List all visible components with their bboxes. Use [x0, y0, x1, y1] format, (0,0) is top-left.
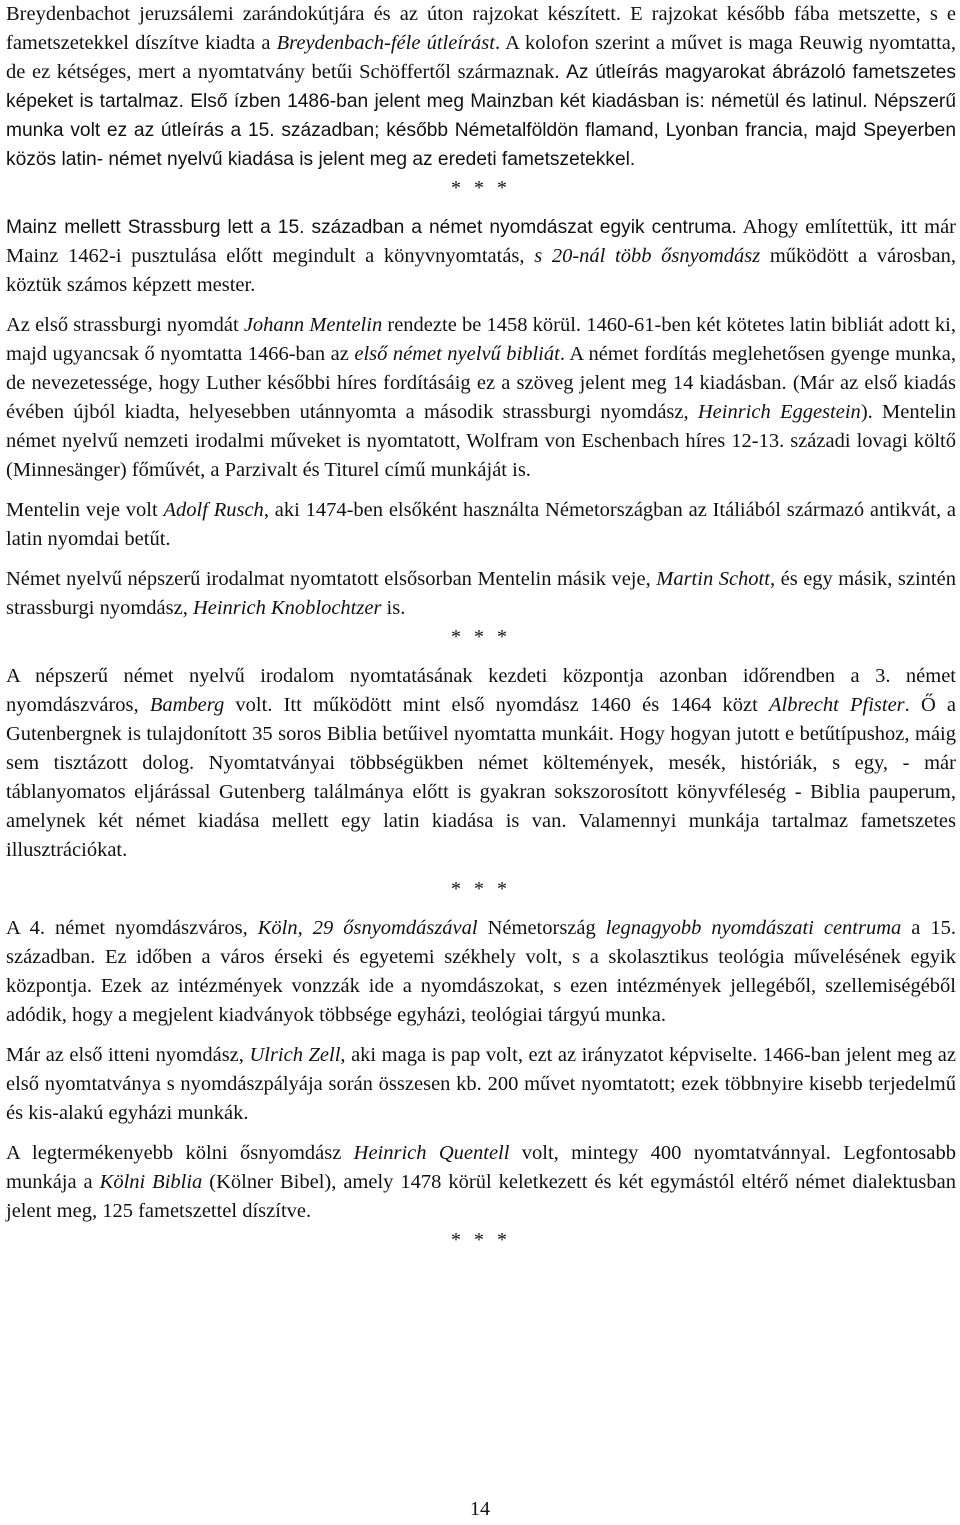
section-separator: * * *: [451, 626, 511, 648]
section-separator: * * *: [451, 177, 511, 199]
page-number: 14: [470, 1498, 490, 1520]
paragraph-zell: Már az első itteni nyomdász, Ulrich Zell, aki maga is pap volt, ezt az irányzatot képviselte. 1466-ban jelent meg az első nyomtatványa s nyomdászpályája során összesen kb. 200 művet nyomtatott; ezek többnyire kisebb terjedelmű és kis-alakú egyházi munkák.: [6, 1044, 956, 1124]
paragraph-quentell: A legtermékenyebb kölni ősnyomdász Heinrich Quentell volt, mintegy 400 nyomtatvánnyal. Legfontosabb munkája a Kölni Biblia (Kölner Bibel), amely 1478 körül keletkezett és két egymástól eltérő német dialektusban jelent meg, 125 fametszettel díszítve.: [6, 1142, 956, 1222]
paragraph-mentelin: Az első strassburgi nyomdát Johann Mentelin rendezte be 1458 körül. 1460-61-ben két kötetes latin bibliát adott ki, majd ugyancsak ő nyomtatta 1466-ban az első német nyelvű bibliát. A német fordítás meglehetősen gyenge munka, de nevezetessége, hogy Luther későbbi híres fordításáig ez a szöveg jelent meg 14 kiadásban. (Már az első kiadás évében újból kiadta, helyesebben utánnyomta a második strassburgi nyomdász, Heinrich Eggestein). Mentelin német nyelvű nemzeti irodalmi műveket is nyomtatott, Wolfram von Eschenbach híres 12-13. századi lovagi költő (Minnesänger) főművét, a Parzivalt és Titurel című munkáját is.: [6, 314, 957, 481]
paragraph-breydenbach: Breydenbachot jeruzsálemi zarándokútjára és az úton rajzokat készített. E rajzokat később fába metszette, s e fametszetekkel díszítve kiadta a Breydenbach-féle útleírást. A kolofon szerint a művet is maga Reuwig nyomtatta, de ez kétséges, mert a nyomtatvány betűi Schöffertől származnak. Az útleírás magyarokat ábrázoló fametszetes képeket is tartalmaz. Első ízben 1486-ban jelent meg Mainzban két kiadásban is: németül és latinul. Népszerű munka volt ez az útleírás a 15. században; később Németalföldön flamand, Lyonban francia, majd Speyerben közös latin- német nyelvű kiadása is jelent meg az eredeti fametszetekkel.: [6, 3, 956, 170]
section-separator: * * *: [451, 878, 511, 900]
paragraph-rusch: Mentelin veje volt Adolf Rusch, aki 1474-ben elsőként használta Németországban az Itáliából származó antikvát, a latin nyomdai betűt.: [6, 499, 956, 550]
paragraph-koln: A 4. német nyomdászváros, Köln, 29 ősnyomdászával Németország legnagyobb nyomdászati centruma a 15. században. Ez időben a város érseki és egyetemi székhely volt, s a skolasztikus teológia művelésének egyik központja. Ezek az intézmények vonzzák ide a nyomdászokat, s ezen intézmények jellegéből, szellemiségéből adódik, hogy a megjelent kiadványok többsége egyházi, teológiai tárgyú munka.: [6, 917, 956, 1026]
paragraph-schott: Német nyelvű népszerű irodalmat nyomtatott elsősorban Mentelin másik veje, Martin Schott, és egy másik, szintén strassburgi nyomdász, Heinrich Knoblochtzer is.: [6, 568, 956, 619]
document-page: [6, 0, 956, 1265]
section-separator: * * *: [451, 1229, 511, 1251]
paragraph-strassburg-intro: Mainz mellett Strassburg lett a 15. században a német nyomdászat egyik centruma. Ahogy említettük, itt már Mainz 1462-i pusztulása előtt megindult a könyvnyomtatás, s 20-nál több ősnyomdász működött a városban, köztük számos képzett mester.: [6, 216, 957, 296]
paragraph-bamberg: A népszerű német nyelvű irodalom nyomtatásának kezdeti központja azonban időrendben a 3. német nyomdászváros, Bamberg volt. Itt működött mint első nyomdász 1460 és 1464 közt Albrecht Pfister. Ő a Gutenbergnek is tulajdonított 35 soros Biblia betűivel nyomtatta munkáit. Hogy hogyan jutott e betűtípushoz, máig sem tisztázott dolog. Nyomtatványai többségükben német költemények, mesék, históriák, s egy, - már táblanyomatos eljárással Gutenberg találmánya előtt is gyakran sokszorosított könyvféleség - Biblia pauperum, amelynek két német kiadása mellett egy latin kiadása is van. Valamennyi munkája tartalmaz fametszetes illusztrációkat.: [6, 665, 957, 861]
